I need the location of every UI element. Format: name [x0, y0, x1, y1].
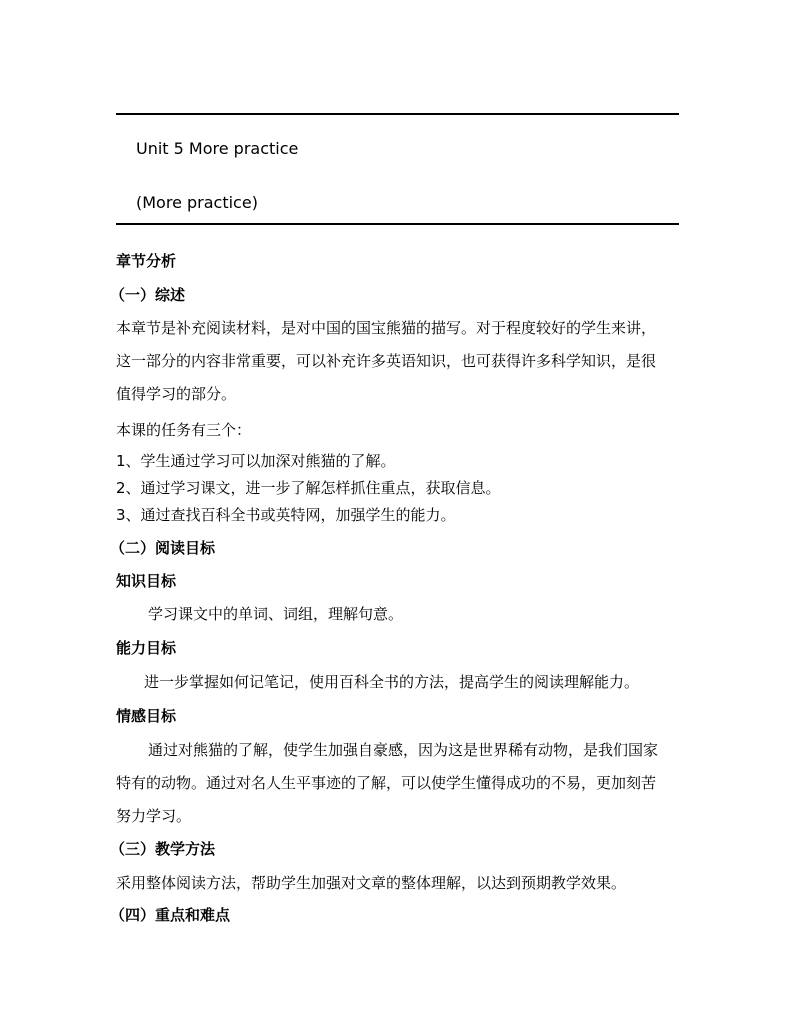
task-item: 1、学生通过学习可以加深对熊猫的了解。: [116, 452, 396, 470]
key-points-heading: （四）重点和难点: [110, 906, 231, 924]
task-item: 2、通过学习课文，进一步了解怎样抓住重点，获取信息。: [116, 479, 501, 497]
overview-line: 值得学习的部分。: [116, 385, 237, 403]
emotion-goal-line: 努力学习。: [116, 807, 192, 825]
unit-subtitle: (More practice): [136, 193, 258, 212]
header-top-rule: [116, 113, 679, 115]
unit-title: Unit 5 More practice: [136, 139, 299, 158]
section-analysis-heading: 章节分析: [116, 252, 177, 270]
emotion-goal-line: 通过对熊猫的了解，使学生加强自豪感，因为这是世界稀有动物，是我们国家: [148, 741, 659, 759]
ability-goal-heading: 能力目标: [116, 639, 177, 657]
emotion-goal-line: 特有的动物。通过对名人生平事迹的了解，可以使学生懂得成功的不易，更加刻苦: [116, 774, 657, 792]
tasks-intro: 本课的任务有三个：: [116, 421, 252, 439]
ability-goal-text: 进一步掌握如何记笔记，使用百科全书的方法，提高学生的阅读理解能力。: [144, 673, 640, 691]
overview-line: 本章节是补充阅读材料，是对中国的国宝熊猫的描写。对于程度较好的学生来讲，: [116, 319, 657, 337]
knowledge-goal-heading: 知识目标: [116, 572, 177, 590]
reading-goals-heading: （二）阅读目标: [110, 539, 216, 557]
emotion-goal-heading: 情感目标: [116, 707, 177, 725]
task-item: 3、通过查找百科全书或英特网，加强学生的能力。: [116, 506, 456, 524]
method-heading: （三）教学方法: [110, 840, 216, 858]
overview-heading: （一）综述: [110, 286, 186, 304]
knowledge-goal-text: 学习课文中的单词、词组，理解句意。: [148, 605, 404, 623]
method-text: 采用整体阅读方法，帮助学生加强对文章的整体理解，以达到预期教学效果。: [116, 874, 627, 892]
header-bottom-rule: [116, 223, 679, 225]
overview-line: 这一部分的内容非常重要，可以补充许多英语知识，也可获得许多科学知识，是很: [116, 352, 657, 370]
